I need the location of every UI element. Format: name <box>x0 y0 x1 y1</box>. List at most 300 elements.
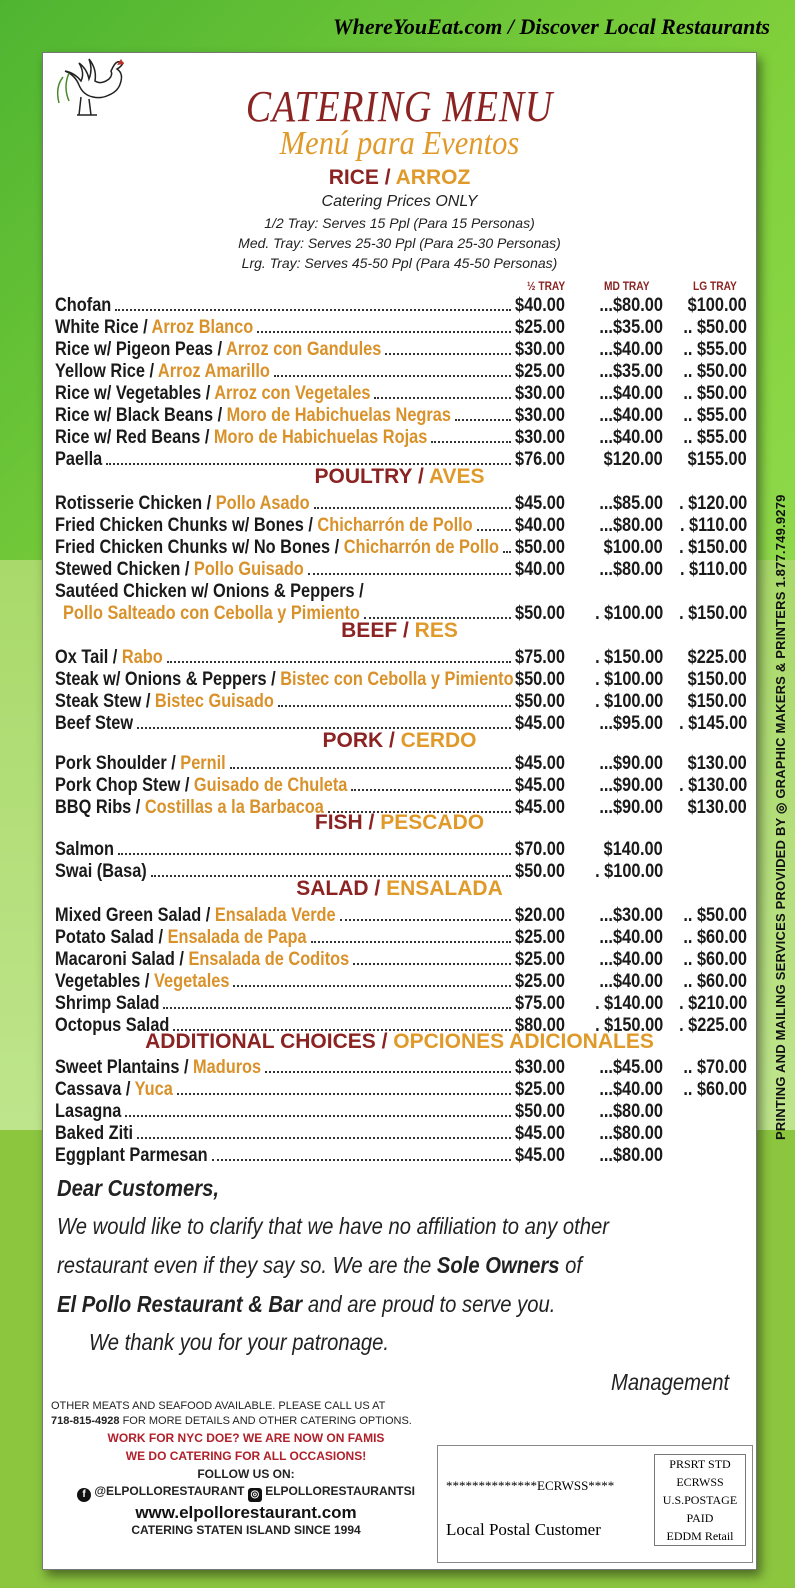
menu-item-name-en: Stewed Chicken / <box>55 559 194 580</box>
menu-item-name-en: Paella <box>55 449 103 470</box>
price-lg-tray: .. $55.00 <box>683 405 747 426</box>
price-md-tray: ...$90.00 <box>599 753 663 774</box>
price-lg-tray: $155.00 <box>687 449 747 470</box>
section-poultry-en: POULTRY / <box>314 465 429 488</box>
leader-dots <box>125 1115 511 1117</box>
section-header-additional <box>43 1030 756 1054</box>
stamp-line: PRSRT STD <box>669 1457 731 1471</box>
leader-dots <box>353 963 511 965</box>
section-pork-es: CERDO <box>400 729 477 752</box>
price-md-tray: ...$80.00 <box>599 295 663 316</box>
price-half-tray: $75.00 <box>515 647 565 668</box>
price-lg-tray: . $130.00 <box>678 775 747 796</box>
letter-line-2a: restaurant even if they say so. We are the <box>57 1252 437 1278</box>
price-lg-tray: $130.00 <box>687 797 747 818</box>
price-lg-tray: $150.00 <box>687 669 747 690</box>
menu-item-row <box>55 753 755 775</box>
menu-item-name <box>55 669 514 691</box>
price-md-tray: $140.00 <box>603 839 663 860</box>
menu-item-name <box>55 493 310 515</box>
leader-dots <box>212 1159 511 1161</box>
menu-item-row <box>55 317 755 339</box>
menu-item-name-es: Guisado de Chuleta <box>193 775 348 796</box>
leader-dots <box>257 331 511 333</box>
menu-item-row <box>55 1145 755 1167</box>
menu-item-row <box>55 427 755 449</box>
section-salad-en: SALAD / <box>296 877 387 900</box>
menu-item-name <box>55 971 229 993</box>
menu-item-name <box>55 1145 208 1167</box>
price-lg-tray: $100.00 <box>687 295 747 316</box>
price-lg-tray: $150.00 <box>687 691 747 712</box>
facebook-handle[interactable]: @ELPOLLORESTAURANT <box>94 1484 245 1498</box>
price-md-tray: ...$80.00 <box>599 515 663 536</box>
site-banner[interactable]: WhereYouEat.com / Discover Local Restaurants <box>333 14 770 39</box>
price-md-tray: . $100.00 <box>594 861 663 882</box>
price-half-tray: $30.00 <box>515 339 565 360</box>
menu-item-name-es: Pernil <box>180 753 226 774</box>
menu-item-name-en: Salmon <box>55 839 115 860</box>
menu-item-name-en: Swai (Basa) <box>55 861 147 882</box>
price-md-tray: ...$80.00 <box>599 559 663 580</box>
menu-item-name <box>55 339 381 361</box>
menu-item-name-en: Chofan <box>55 295 112 316</box>
footer-famis: WORK FOR NYC DOE? WE ARE NOW ON FAMIS <box>107 1431 385 1445</box>
menu-subtitle: Menú para Eventos <box>279 125 520 162</box>
price-md-tray: ...$80.00 <box>599 1123 663 1144</box>
menu-item-name <box>55 905 336 927</box>
price-lg-tray: .. $60.00 <box>683 971 747 992</box>
section-additional-en: ADDITIONAL CHOICES / <box>145 1030 394 1053</box>
price-lg-tray: .. $50.00 <box>683 383 747 404</box>
menu-item-name-en: Macaroni Salad / <box>55 949 189 970</box>
menu-item-name <box>55 383 370 405</box>
menu-item-name-es: Ensalada Verde <box>214 905 336 926</box>
menu-item-row <box>55 1101 755 1123</box>
price-half-tray: $50.00 <box>515 603 565 624</box>
menu-item-name-en: Fried Chicken Chunks w/ No Bones / <box>55 537 344 558</box>
menu-item-row <box>55 647 755 669</box>
section-fish-es: PESCADO <box>380 811 485 834</box>
menu-title: CATERING MENU <box>245 82 554 131</box>
menu-item-row <box>55 839 755 861</box>
menu-item-name-es: Pollo Asado <box>215 493 310 514</box>
menu-item-row <box>55 1057 755 1079</box>
price-md-tray: . $140.00 <box>594 993 663 1014</box>
price-half-tray: $40.00 <box>515 295 565 316</box>
footer-follow: FOLLOW US ON: <box>197 1467 295 1481</box>
price-half-tray: $20.00 <box>515 905 565 926</box>
letter-signature: Management <box>611 1369 730 1395</box>
menu-card <box>42 52 757 1570</box>
menu-item-row <box>55 295 755 317</box>
price-half-tray: $25.00 <box>515 1079 565 1100</box>
leader-dots <box>115 309 511 311</box>
section-beef-es: RES <box>414 619 458 642</box>
menu-item-row <box>55 691 755 713</box>
menu-item-name-en: Octopus Salad <box>55 1015 170 1036</box>
price-md-tray: ...$40.00 <box>599 383 663 404</box>
menu-item-name-es: Moro de Habichuelas Rojas <box>213 427 428 448</box>
leader-dots <box>233 985 511 987</box>
price-half-tray: $45.00 <box>515 797 565 818</box>
menu-item-row <box>55 669 755 691</box>
price-md-tray: $120.00 <box>603 449 663 470</box>
leader-dots <box>503 551 511 553</box>
menu-item-name-en: Potato Salad / <box>55 927 168 948</box>
menu-item-name-en: Baked Ziti <box>55 1123 134 1144</box>
stamp-line: PAID <box>686 1511 714 1525</box>
stamp-line: ECRWSS <box>676 1475 724 1489</box>
price-md-tray: ...$90.00 <box>599 797 663 818</box>
menu-item-row <box>55 515 755 537</box>
section-header-fish <box>43 811 756 835</box>
menu-item-row <box>55 361 755 383</box>
catering-only-note: Catering Prices ONLY <box>321 193 478 210</box>
price-md-tray: ...$85.00 <box>599 493 663 514</box>
letter-line-4: We thank you for your patronage. <box>89 1329 390 1355</box>
price-lg-tray: .. $60.00 <box>683 927 747 948</box>
price-md-tray: ...$40.00 <box>599 949 663 970</box>
menu-item-name <box>55 1057 261 1079</box>
price-half-tray: $76.00 <box>515 449 565 470</box>
leader-dots <box>163 1007 511 1009</box>
section-header-beef <box>43 619 756 643</box>
leader-dots <box>351 789 511 791</box>
menu-item-row <box>55 949 755 971</box>
price-md-tray: . $100.00 <box>594 603 663 624</box>
menu-item-name-en: BBQ Ribs / <box>55 797 145 818</box>
leader-dots <box>311 941 511 943</box>
price-md-tray: ...$80.00 <box>599 1145 663 1166</box>
letter-line-1: We would like to clarify that we have no affiliation to any other <box>57 1213 610 1239</box>
section-header-poultry <box>43 465 756 489</box>
menu-item-name <box>55 405 451 427</box>
menu-item-row <box>55 339 755 361</box>
footer-other-meats: OTHER MEATS AND SEAFOOD AVAILABLE. PLEASE CALL US AT <box>51 1400 386 1412</box>
menu-item-name-en: Eggplant Parmesan <box>55 1145 208 1166</box>
menu-item-name-en: Beef Stew <box>55 713 134 734</box>
menu-item-name-en: White Rice / <box>55 317 152 338</box>
menu-item-name-en: Mixed Green Salad / <box>55 905 215 926</box>
section-additional-es: OPCIONES ADICIONALES <box>393 1030 654 1053</box>
menu-item-row <box>55 559 755 581</box>
menu-item-name-es: Maduros <box>193 1057 262 1078</box>
leader-dots <box>308 573 511 575</box>
menu-item-name-en: Pork Chop Stew / <box>55 775 194 796</box>
price-md-tray: ...$80.00 <box>599 1101 663 1122</box>
price-half-tray: $30.00 <box>515 405 565 426</box>
menu-item-name-en: Steak w/ Onions & Peppers / <box>55 669 281 690</box>
menu-item-name-es: Pollo Guisado <box>193 559 304 580</box>
footer-occasions: WE DO CATERING FOR ALL OCCASIONS! <box>125 1449 367 1463</box>
price-lg-tray: .. $55.00 <box>683 339 747 360</box>
menu-item-name-en: Yellow Rice / <box>55 361 158 382</box>
price-lg-tray: .. $50.00 <box>683 361 747 382</box>
menu-item-name-es: Bistec Guisado <box>154 691 274 712</box>
price-md-tray: ...$95.00 <box>599 713 663 734</box>
leader-dots <box>374 397 511 399</box>
menu-item-name <box>55 317 253 339</box>
menu-item-name-es: Yuca <box>134 1079 173 1100</box>
section-header-rice-es: ARROZ <box>395 166 471 189</box>
menu-item-name <box>55 927 307 949</box>
tray-note-half: 1/2 Tray: Serves 15 Ppl (Para 15 Personas) <box>264 215 535 231</box>
menu-item-row <box>55 775 755 797</box>
letter-line-3b: and are proud to serve you. <box>302 1291 556 1317</box>
section-header-rice <box>43 166 756 190</box>
menu-item-name <box>55 537 499 559</box>
restaurant-name: El Pollo Restaurant & Bar <box>57 1291 303 1317</box>
price-half-tray: $70.00 <box>515 839 565 860</box>
price-half-tray: $45.00 <box>515 1123 565 1144</box>
price-half-tray: $80.00 <box>515 1015 565 1036</box>
price-md-tray: ...$40.00 <box>599 1079 663 1100</box>
menu-item-name <box>55 839 114 861</box>
postal-box <box>437 1445 753 1563</box>
menu-item-name-en: Rotisserie Chicken / <box>55 493 216 514</box>
menu-item-name-es: Ensalada de Papa <box>167 927 307 948</box>
instagram-icon[interactable]: ◎ <box>248 1488 262 1502</box>
menu-item-row <box>55 993 755 1015</box>
price-half-tray: $25.00 <box>515 949 565 970</box>
price-lg-tray: . $210.00 <box>678 993 747 1014</box>
price-half-tray: $25.00 <box>515 971 565 992</box>
price-lg-tray: . $150.00 <box>678 537 747 558</box>
stamp-line: U.S.POSTAGE <box>662 1493 738 1507</box>
menu-item-row <box>55 971 755 993</box>
leader-dots <box>431 441 511 443</box>
section-header-pork <box>43 729 756 753</box>
footer-details: FOR MORE DETAILS AND OTHER CATERING OPTIONS. <box>119 1415 412 1427</box>
price-half-tray: $25.00 <box>515 317 565 338</box>
price-lg-tray: . $110.00 <box>679 559 747 580</box>
menu-item-name <box>55 427 427 449</box>
menu-item-name <box>55 993 159 1015</box>
sole-owners-text: Sole Owners <box>436 1252 560 1278</box>
menu-item-row <box>55 537 755 559</box>
menu-item-row <box>55 1123 755 1145</box>
tray-note-med: Med. Tray: Serves 25-30 Ppl (Para 25-30 Personas) <box>238 235 561 251</box>
price-half-tray: $45.00 <box>515 493 565 514</box>
menu-item-name-es: Costillas a la Barbacoa <box>144 797 324 818</box>
footer-since: CATERING STATEN ISLAND SINCE 1994 <box>131 1523 361 1537</box>
price-md-tray: ...$40.00 <box>599 339 663 360</box>
section-salad-es: ENSALADA <box>386 877 503 900</box>
menu-item-name <box>55 295 111 317</box>
menu-item-name-es: Arroz Amarillo <box>157 361 270 382</box>
menu-item-name-es: Moro de Habichuelas Negras <box>226 405 451 426</box>
price-md-tray: ...$40.00 <box>599 971 663 992</box>
price-half-tray: $40.00 <box>515 559 565 580</box>
menu-item-name-en: Rice w/ Pigeon Peas / <box>55 339 227 360</box>
menu-item-name-es: Vegetales <box>154 971 230 992</box>
section-beef-en: BEEF / <box>341 619 415 642</box>
price-half-tray: $50.00 <box>515 691 565 712</box>
leader-dots <box>278 705 511 707</box>
menu-item-name-en: Ox Tail / <box>55 647 122 668</box>
website-link[interactable]: www.elpollorestaurant.com <box>135 1503 357 1522</box>
price-half-tray: $25.00 <box>515 927 565 948</box>
menu-item-name-en: Sautéed Chicken w/ Onions & Peppers / <box>55 581 364 602</box>
footer-phone[interactable]: 718-815-4928 <box>51 1415 120 1427</box>
price-lg-tray: .. $60.00 <box>683 1079 747 1100</box>
menu-item-name-en: Steak Stew / <box>55 691 155 712</box>
leader-dots <box>230 767 511 769</box>
price-half-tray: $50.00 <box>515 1101 565 1122</box>
menu-item-name-en: Lasagna <box>55 1101 122 1122</box>
leader-dots <box>118 853 511 855</box>
footer-social <box>51 1484 441 1502</box>
price-lg-tray: .. $70.00 <box>683 1057 747 1078</box>
menu-item-name <box>55 647 163 669</box>
leader-dots <box>477 529 511 531</box>
facebook-icon[interactable]: f <box>77 1488 91 1502</box>
price-half-tray: $45.00 <box>515 1145 565 1166</box>
column-md-tray: MD TRAY <box>604 279 650 293</box>
price-lg-tray: . $150.00 <box>678 603 747 624</box>
menu-item-name-en: Rice w/ Black Beans / <box>55 405 227 426</box>
price-lg-tray: .. $60.00 <box>683 949 747 970</box>
menu-item-name <box>55 581 364 603</box>
price-half-tray: $30.00 <box>515 1057 565 1078</box>
leader-dots <box>265 1071 511 1073</box>
menu-item-name <box>55 775 347 797</box>
price-half-tray: $25.00 <box>515 361 565 382</box>
menu-item-name <box>55 361 270 383</box>
menu-item-row <box>55 1079 755 1101</box>
menu-item-name <box>55 691 274 713</box>
menu-item-name-es: Chicharrón de Pollo <box>317 515 473 536</box>
menu-item-row <box>55 927 755 949</box>
leader-dots <box>177 1093 511 1095</box>
price-half-tray: $30.00 <box>515 383 565 404</box>
menu-item-name <box>55 753 226 775</box>
price-md-tray: . $100.00 <box>594 669 663 690</box>
menu-item-name-es: Pollo Salteado con Cebolla y Pimiento <box>63 603 360 624</box>
section-pork-en: PORK / <box>322 729 401 752</box>
menu-item-name-en: Sweet Plantains / <box>55 1057 194 1078</box>
price-half-tray: $40.00 <box>515 515 565 536</box>
leader-dots <box>274 375 511 377</box>
printer-credit-text: PRINTING AND MAILING SERVICES PROVIDED BY ◎ GRAPHIC MAKERS & PRINTERS 1.877.749.9279 <box>773 494 788 1140</box>
price-half-tray: $50.00 <box>515 537 565 558</box>
menu-item-row <box>55 581 755 603</box>
letter-greeting: Dear Customers, <box>57 1175 219 1201</box>
section-fish-en: FISH / <box>314 811 381 834</box>
stamp-line: EDDM Retail <box>666 1529 734 1543</box>
postal-customer: Local Postal Customer <box>446 1520 601 1539</box>
price-md-tray: ...$90.00 <box>599 775 663 796</box>
price-half-tray: $45.00 <box>515 753 565 774</box>
section-header-salad <box>43 877 756 901</box>
menu-item-row <box>55 405 755 427</box>
menu-item-name-es: Arroz con Gandules <box>226 339 382 360</box>
price-lg-tray: .. $50.00 <box>683 905 747 926</box>
menu-item-name-es: Arroz Blanco <box>151 317 254 338</box>
menu-item-name-es: Rabo <box>121 647 163 668</box>
menu-item-name-en: Pork Shoulder / <box>55 753 181 774</box>
leader-dots <box>340 919 511 921</box>
leader-dots <box>314 507 511 509</box>
price-half-tray: $30.00 <box>515 427 565 448</box>
section-poultry-es: AVES <box>428 465 485 488</box>
leader-dots <box>167 661 511 663</box>
leader-dots <box>455 419 511 421</box>
menu-item-name-en: Vegetables / <box>55 971 155 992</box>
price-md-tray: ...$40.00 <box>599 427 663 448</box>
postage-stamp <box>654 1454 746 1546</box>
menu-item-row <box>55 493 755 515</box>
price-lg-tray: . $120.00 <box>678 493 747 514</box>
column-lg-tray: LG TRAY <box>693 279 737 293</box>
menu-item-name-en: Rice w/ Vegetables / <box>55 383 215 404</box>
leader-dots <box>137 1137 511 1139</box>
price-md-tray: ...$35.00 <box>599 361 663 382</box>
letter-line-2c: of <box>559 1252 583 1278</box>
menu-item-name-en: Cassava / <box>55 1079 135 1100</box>
menu-item-name <box>55 1079 173 1101</box>
menu-item-name-es: Chicharrón de Pollo <box>343 537 499 558</box>
menu-item-name-es: Ensalada de Coditos <box>188 949 350 970</box>
menu-item-name <box>55 1123 133 1145</box>
price-lg-tray: . $225.00 <box>678 1015 747 1036</box>
price-lg-tray: . $110.00 <box>679 515 747 536</box>
section-header-rice-en: RICE / <box>328 166 396 189</box>
menu-item-name-en: Shrimp Salad <box>55 993 160 1014</box>
menu-item-name <box>55 1101 121 1123</box>
price-md-tray: . $150.00 <box>594 1015 663 1036</box>
printer-credit <box>770 360 792 1140</box>
price-md-tray: ...$45.00 <box>599 1057 663 1078</box>
price-lg-tray: . $145.00 <box>678 713 747 734</box>
price-lg-tray: $130.00 <box>687 753 747 774</box>
price-md-tray: ...$30.00 <box>599 905 663 926</box>
price-md-tray: . $100.00 <box>594 691 663 712</box>
instagram-handle[interactable]: ELPOLLORESTAURANTSI <box>265 1484 415 1498</box>
menu-item-name-en: Fried Chicken Chunks w/ Bones / <box>55 515 318 536</box>
price-lg-tray: .. $55.00 <box>683 427 747 448</box>
price-md-tray: . $150.00 <box>594 647 663 668</box>
price-half-tray: $45.00 <box>515 713 565 734</box>
price-md-tray: $100.00 <box>603 537 663 558</box>
price-half-tray: $50.00 <box>515 861 565 882</box>
menu-item-name <box>55 559 304 581</box>
leader-dots <box>385 353 511 355</box>
postal-code: **************ECRWSS**** <box>446 1478 615 1493</box>
menu-item-name-en: Rice w/ Red Beans / <box>55 427 214 448</box>
price-md-tray: ...$35.00 <box>599 317 663 338</box>
menu-item-name <box>55 515 473 537</box>
letter-line-3 <box>57 1291 664 1318</box>
tray-note-lg: Lrg. Tray: Serves 45-50 Ppl (Para 45-50 Personas) <box>241 255 558 271</box>
price-lg-tray: .. $50.00 <box>683 317 747 338</box>
price-half-tray: $45.00 <box>515 775 565 796</box>
menu-item-name <box>55 949 349 971</box>
menu-item-row <box>55 383 755 405</box>
price-md-tray: ...$40.00 <box>599 405 663 426</box>
menu-item-row <box>55 905 755 927</box>
letter-line-2 <box>57 1252 664 1279</box>
menu-item-name-es: Bistec con Cebolla y Pimiento <box>280 669 514 690</box>
price-lg-tray: $225.00 <box>687 647 747 668</box>
price-md-tray: ...$40.00 <box>599 927 663 948</box>
footer-phone-line <box>51 1415 441 1427</box>
column-half-tray: ½ TRAY <box>527 279 566 293</box>
price-half-tray: $50.00 <box>515 669 565 690</box>
menu-item-name-es: Arroz con Vegetales <box>214 383 371 404</box>
price-half-tray: $75.00 <box>515 993 565 1014</box>
